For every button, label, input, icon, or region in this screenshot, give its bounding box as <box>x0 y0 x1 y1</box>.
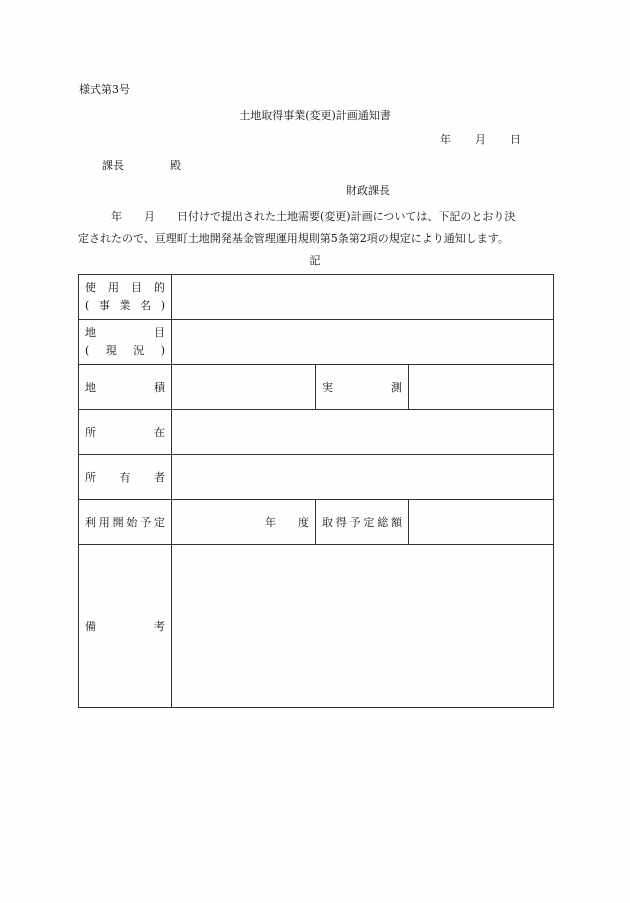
total-value[interactable] <box>409 500 554 545</box>
remarks-value[interactable] <box>172 545 554 708</box>
row-shozai <box>79 410 554 455</box>
total-label <box>316 500 409 545</box>
shozai-value[interactable] <box>172 410 554 455</box>
document-title: 土地取得事業(変更)計画通知書 <box>239 109 391 122</box>
shozai-label-text: 所在 <box>85 426 165 439</box>
row-remarks <box>79 545 554 708</box>
jissoku-value[interactable] <box>409 365 554 410</box>
record-table <box>78 274 554 708</box>
start-value[interactable]: 年 度 <box>172 500 316 545</box>
owner-label-text: 所有者 <box>85 471 165 484</box>
chimoku-value[interactable] <box>172 320 554 365</box>
chiseki-label-text: 地積 <box>85 381 165 394</box>
purpose-label-line1: 使用目的 <box>85 281 165 294</box>
ki-heading: 記 <box>309 254 321 267</box>
start-label-text: 利用開始予定 <box>85 516 165 529</box>
chimoku-label <box>79 320 172 365</box>
body-text <box>78 206 554 250</box>
purpose-value[interactable] <box>172 275 554 320</box>
date-month: 月 <box>475 133 486 146</box>
date-day: 日 <box>510 133 521 146</box>
purpose-label-line2: (事業名) <box>85 299 165 312</box>
jissoku-label-text: 実測 <box>322 381 402 394</box>
shozai-label <box>79 410 172 455</box>
row-chimoku <box>79 320 554 365</box>
addressee-honorific: 殿 <box>170 159 181 172</box>
sender: 財政課長 <box>346 184 390 197</box>
owner-value[interactable] <box>172 455 554 500</box>
row-purpose <box>79 275 554 320</box>
total-label-text: 取得予定総額 <box>322 516 402 529</box>
addressee-title: 課長 <box>102 159 124 172</box>
date-line <box>440 131 521 147</box>
remarks-label <box>79 545 172 708</box>
body-line-1: 年 月 日付けで提出された土地需要(変更)計画については、下記のとおり決 <box>78 210 516 223</box>
purpose-label <box>79 275 172 320</box>
addressee <box>102 157 181 173</box>
chiseki-label <box>79 365 172 410</box>
row-owner <box>79 455 554 500</box>
row-chiseki <box>79 365 554 410</box>
chimoku-label-line2: (現況) <box>85 344 165 357</box>
jissoku-label <box>316 365 409 410</box>
date-year: 年 <box>440 133 451 146</box>
owner-label <box>79 455 172 500</box>
row-start <box>79 500 554 545</box>
chiseki-value[interactable] <box>172 365 316 410</box>
chimoku-label-line1: 地目 <box>85 326 165 339</box>
form-number: 様式第3号 <box>79 83 130 96</box>
body-line-2: 定されたので、亘理町土地開発基金管理運用規則第5条第2項の規定により通知します。 <box>78 232 509 245</box>
start-label <box>79 500 172 545</box>
remarks-label-text: 備考 <box>85 620 165 633</box>
